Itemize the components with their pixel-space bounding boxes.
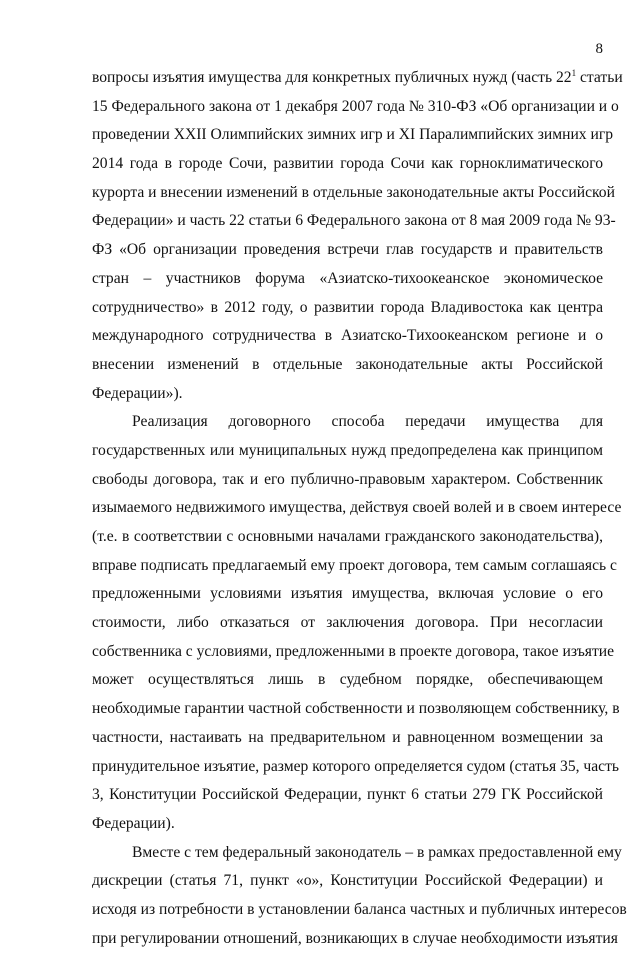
- text-line-content: исходя из потребности в установлении баланса частных и публичных интересов: [92, 900, 627, 918]
- text-line: [92, 839, 622, 868]
- text-line: [92, 666, 603, 695]
- text-line-content: Вместе с тем федеральный законодатель – в рамках предоставленной ему: [132, 843, 622, 861]
- text-line: [92, 552, 617, 581]
- text-line-content: 3, Конституции Российской Федерации, пункт 6 статьи 279 ГК Российской: [92, 786, 603, 804]
- text-line: [92, 638, 615, 667]
- text-line-content: может осуществляться лишь в судебном порядке, обеспечивающем: [92, 671, 603, 689]
- text-line-content: вопросы изъятия имущества для конкретных публичных нужд (часть 22: [92, 69, 572, 86]
- text-line-content: стран – участников форума «Азиатско-тихоокеанское экономическое: [92, 269, 603, 287]
- text-line: [92, 523, 603, 552]
- text-line: [92, 294, 603, 323]
- superscript: 1: [571, 68, 577, 78]
- text-line: [92, 753, 620, 782]
- text-line: [92, 695, 620, 724]
- text-line-content: 15 Федерального закона от 1 декабря 2007 года № 310-ФЗ «Об организации и о: [92, 97, 619, 115]
- text-line: [92, 265, 603, 294]
- text-line-content: 2014 года в городе Сочи, развитии города Сочи как горноклиматического: [92, 155, 603, 173]
- text-line-content: частности, настаивать на предварительном и равноценном возмещении за: [92, 728, 603, 746]
- text-line-content: стоимости, либо отказаться от заключения договора. При несогласии: [92, 614, 603, 632]
- text-line: [92, 810, 603, 839]
- text-line: [92, 580, 603, 609]
- text-line-content: принудительное изъятие, размер которого определяется судом (статья 35, часть: [92, 757, 620, 775]
- text-line-content: Федерации» и часть 22 статьи 6 Федерального закона от 8 мая 2009 года № 93-: [92, 212, 616, 230]
- text-line: [92, 121, 614, 150]
- text-line: [92, 179, 615, 208]
- text-line-content: (т.е. в соответствии с основными началами гражданского законодательства),: [92, 528, 603, 545]
- text-line-content: Федерации).: [92, 814, 175, 832]
- text-line-content: сотрудничество» в 2012 году, о развитии города Владивостока как центра: [92, 298, 603, 316]
- text-line: [92, 867, 603, 896]
- text-line: [92, 609, 603, 638]
- text-line-content: международного сотрудничества в Азиатско-Тихоокеанском регионе и о: [92, 327, 603, 345]
- page-number: 8: [595, 41, 603, 57]
- text-line-content: собственника с условиями, предложенными в проекте договора, такое изъятие: [92, 642, 615, 660]
- text-line-content: свободы договора, так и его публично-правовым характером. Собственник: [92, 470, 603, 488]
- text-line-content: при регулировании отношений, возникающих в случае необходимости изъятия: [92, 929, 618, 947]
- text-line-content: Реализация договорного способа передачи имущества для: [132, 413, 603, 431]
- text-line: [92, 724, 603, 753]
- text-line: [92, 64, 623, 93]
- text-line: [92, 466, 603, 495]
- text-line: [92, 93, 619, 122]
- text-line: [92, 236, 603, 265]
- text-line-content: предложенными условиями изъятия имущества, включая условие о его: [92, 585, 603, 603]
- text-line-content: дискреции (статья 71, пункт «о», Конституции Российской Федерации) и: [92, 872, 603, 890]
- text-line: [92, 322, 603, 351]
- text-line: [92, 408, 603, 437]
- text-line: [92, 351, 603, 380]
- text-line: [92, 150, 603, 179]
- text-line-content: вправе подписать предлагаемый ему проект договора, тем самым соглашаясь с: [92, 556, 617, 574]
- text-line: [92, 925, 618, 953]
- text-line: [92, 896, 627, 925]
- text-line-content: государственных или муниципальных нужд предопределена как принципом: [92, 441, 603, 459]
- text-line-content: необходимые гарантии частной собственности и позволяющем собственнику, в: [92, 700, 620, 718]
- text-line: [92, 437, 603, 466]
- text-line: [92, 781, 603, 810]
- text-line-content: Федерации»).: [92, 384, 183, 402]
- text-line-content: ФЗ «Об организации проведения встречи глав государств и правительств: [92, 241, 603, 259]
- text-line-content: изымаемого недвижимого имущества, действуя своей волей и в своем интересе: [92, 499, 622, 517]
- text-line-content: курорта и внесении изменений в отдельные законодательные акты Российской: [92, 183, 615, 201]
- text-line-content: проведении XXII Олимпийских зимних игр и XI Паралимпийских зимних игр: [92, 126, 614, 144]
- text-line: [92, 207, 616, 236]
- text-line-continuation: статьи: [576, 69, 623, 86]
- text-line-content: внесении изменений в отдельные законодательные акты Российской: [92, 355, 603, 373]
- text-line: [92, 494, 622, 523]
- text-line: [92, 380, 603, 409]
- body-text: [92, 64, 627, 953]
